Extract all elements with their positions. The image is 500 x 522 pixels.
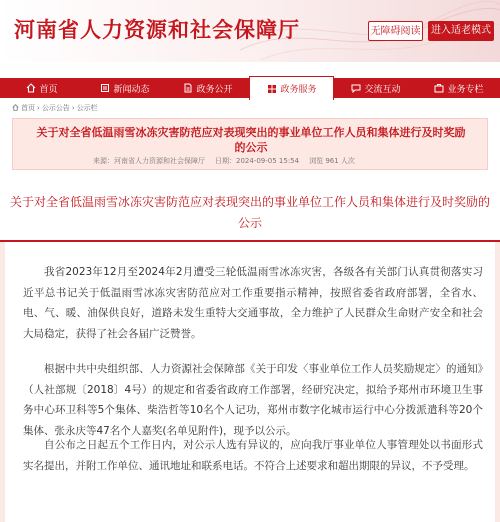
briefcase-icon bbox=[433, 83, 444, 94]
nav-label: 政务服务 bbox=[280, 85, 317, 95]
breadcrumb-announcements[interactable]: 公示公告 bbox=[41, 104, 70, 112]
nav-item-news[interactable] bbox=[83, 78, 166, 98]
article-paragraph-3: 自公布之日起五个工作日内，对公示人选有异议的，应向我厅事业单位人事管理处以书面形式实名提出，并附工作单位、通讯地址和联系电话。不符合上述要求和超出期限的异议，不予受理。 bbox=[23, 439, 483, 472]
article-paragraph-1: 我省2023年12月至2024年2月遭受三轮低温雨雪冰冻灾害，各级各有关部门认真贯彻落实习近平总书记关于低温雨雪冰冻灾害防范应对工作重要指示精神，按照省委省政府部署，全省水、电、气、暖、油保供良好，道路未发生重特大交通事故，全力维护了人民群众生命财产安全和社会大局稳定，获得了社会各届广泛赞誉。 bbox=[23, 266, 483, 340]
main-nav bbox=[0, 78, 500, 98]
article-date: 日期：2024-09-05 15:54 bbox=[215, 157, 300, 165]
elderly-mode-button[interactable]: 进入适老模式 bbox=[428, 21, 494, 41]
nav-item-columns[interactable] bbox=[417, 78, 500, 98]
article-views: 浏览 961 人次 bbox=[309, 157, 355, 165]
article-title: 关于对全省低温雨雪冰冻灾害防范应对表现突出的事业单位工作人员和集体进行及时奖励的公示 bbox=[10, 195, 491, 230]
service-icon bbox=[266, 83, 277, 94]
breadcrumb-home[interactable]: 首页 bbox=[21, 104, 35, 112]
crumb-home-icon bbox=[12, 104, 19, 113]
article-summary-box bbox=[12, 118, 488, 170]
nav-item-gov-service[interactable] bbox=[249, 76, 334, 100]
chat-icon bbox=[350, 83, 361, 94]
nav-label: 业务专栏 bbox=[447, 84, 484, 95]
breadcrumb bbox=[12, 103, 98, 113]
accessible-reading-button[interactable]: 无障碍阅读 bbox=[368, 21, 423, 41]
news-icon bbox=[99, 83, 110, 94]
site-header bbox=[0, 0, 500, 62]
nav-item-interaction[interactable] bbox=[334, 78, 417, 98]
nav-label: 新闻动态 bbox=[113, 84, 150, 95]
breadcrumb-separator: › bbox=[71, 104, 75, 112]
home-icon bbox=[25, 83, 36, 94]
breadcrumb-separator: › bbox=[37, 104, 40, 112]
nav-label: 交流互动 bbox=[364, 84, 401, 95]
nav-item-home[interactable] bbox=[0, 78, 83, 98]
article-meta bbox=[93, 156, 355, 166]
document-icon bbox=[182, 83, 193, 94]
breadcrumb-notice-board[interactable]: 公示栏 bbox=[76, 104, 98, 112]
nav-label: 首页 bbox=[39, 84, 58, 95]
nav-item-gov-open[interactable] bbox=[166, 78, 249, 98]
article-paragraph-2: 根据中共中央组织部、人力资源社会保障部《关于印发〈事业单位工作人员奖励规定〉的通知》（人社部规〔2018〕4号）的规定和省委省政府工作部署，经研究决定，拟给予郑州市环境卫生事务中心环卫科等5个集体、柴浩哲等10名个人记功，郑州市数字化城市运行中心分拨派遣科等20个集体、张永庆等47名个人嘉奖(名单见附件)，现予以公示。 bbox=[23, 363, 483, 437]
nav-label: 政务公开 bbox=[196, 84, 233, 95]
summary-title: 关于对全省低温雨雪冰冻灾害防范应对表现突出的事业单位工作人员和集体进行及时奖励的公示 bbox=[36, 126, 466, 154]
site-title[interactable]: 河南省人力资源和社会保障厅 bbox=[14, 18, 300, 42]
article-source: 来源：河南省人力资源和社会保障厅 bbox=[93, 157, 205, 165]
article-body bbox=[0, 242, 500, 522]
